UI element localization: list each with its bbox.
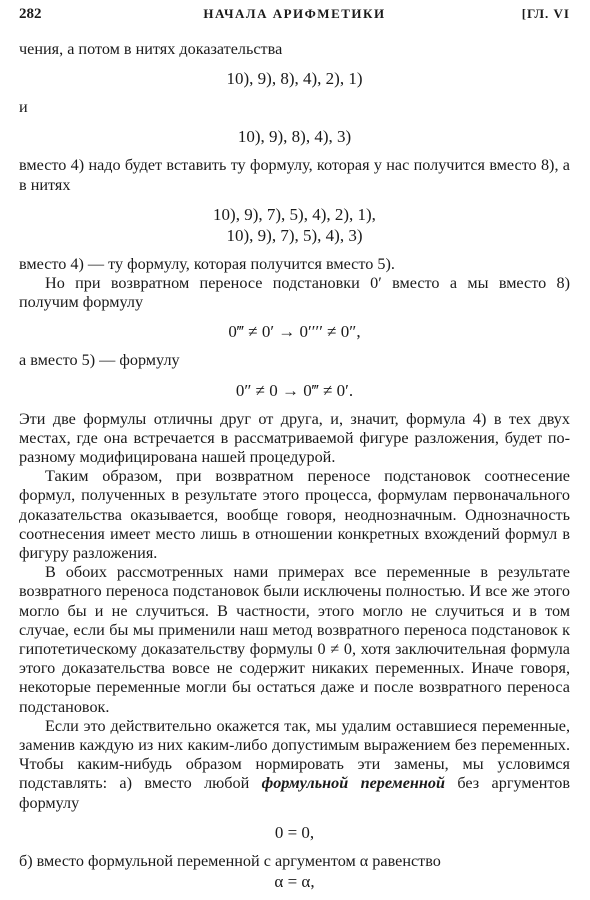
paragraph: В обоих рассмотренных нами примерах все переменные в результате возвратного переноса подстановок были исключены полностью. И все же этого могло бы и не случиться. В частности, этого могло не случиться и в том случае, если бы мы применили наш метод возвратного переноса подстановок к гипотетическому доказательству формулы 0 ≠ 0, хотя заключительная формула этого доказательства вовсе не содержит никаких переменных. Иначе говоря, некоторые переменные могли бы остаться даже и после возвратного переноса подстановок. [19,563,570,716]
paragraph [19,717,570,813]
page-number: 282 [19,6,42,22]
paragraph-text: Если это действительно окажется так, мы удалим оставшиеся переменные, заменив каждую из них каким-либо допустимым выражением без переменных. Чтобы каким-нибудь образом нормировать эти замены, мы условимся подставлять: а) вместо любой [19,716,570,793]
formula-thread-2: 10), 9), 8), 4), 3) [237,127,352,147]
paragraph: Таким образом, при возвратном переносе подстановок соотнесение формул, полученных в результате этого процесса, формулам первоначального доказательства оказывается, вообще говоря, неоднозначным. Однозначность соотнесения имеет место лишь в отношении конкретных вхождений формул в фигуру разложения. [19,467,570,563]
paragraph-text: без аргументов формулу [19,774,571,812]
paragraph: б) вместо формульной переменной с аргументом α равенство [19,851,441,870]
paragraph: вместо 4) надо будет вставить ту формулу, которая у нас получится вместо 8), а в нитях [19,156,570,194]
text-line: чения, а потом в нитях доказательства [19,40,283,58]
chapter-label: [ГЛ. VI [521,6,570,21]
running-title: НАЧАЛА АРИФМЕТИКИ [203,6,386,21]
formula-alpha-equality: α = α, [274,872,315,892]
text-line: и [19,98,28,117]
running-header [19,0,570,40]
formula-substitution-2: 0″ ≠ 0 → 0‴ ≠ 0′. [235,380,354,400]
paragraph: вместо 4) — ту формулу, которая получится вместо 5). [19,254,395,273]
emphasized-term: формульной переменной [261,774,445,793]
formula-substitution-1: 0‴ ≠ 0′ → 0′′′′ ≠ 0″, [228,322,361,342]
paragraph: а вместо 5) — формулу [19,351,180,370]
formula-thread-1: 10), 9), 8), 4), 2), 1) [226,69,363,89]
paragraph: Эти две формулы отличны друг от друга, и, значит, формула 4) в тех двух местах, где она встречается в рассматриваемой фигуре разложения, будет по-разному модифицирована нашей процедурой. [19,409,570,467]
formula-equality: 0 = 0, [274,822,315,842]
formula-thread-4: 10), 9), 7), 5), 4), 3) [226,225,363,245]
formula-thread-3: 10), 9), 7), 5), 4), 2), 1), [213,204,376,224]
paragraph: Но при возвратном переносе подстановки 0′ вместо a мы вместо 8) получим формулу [19,274,570,312]
